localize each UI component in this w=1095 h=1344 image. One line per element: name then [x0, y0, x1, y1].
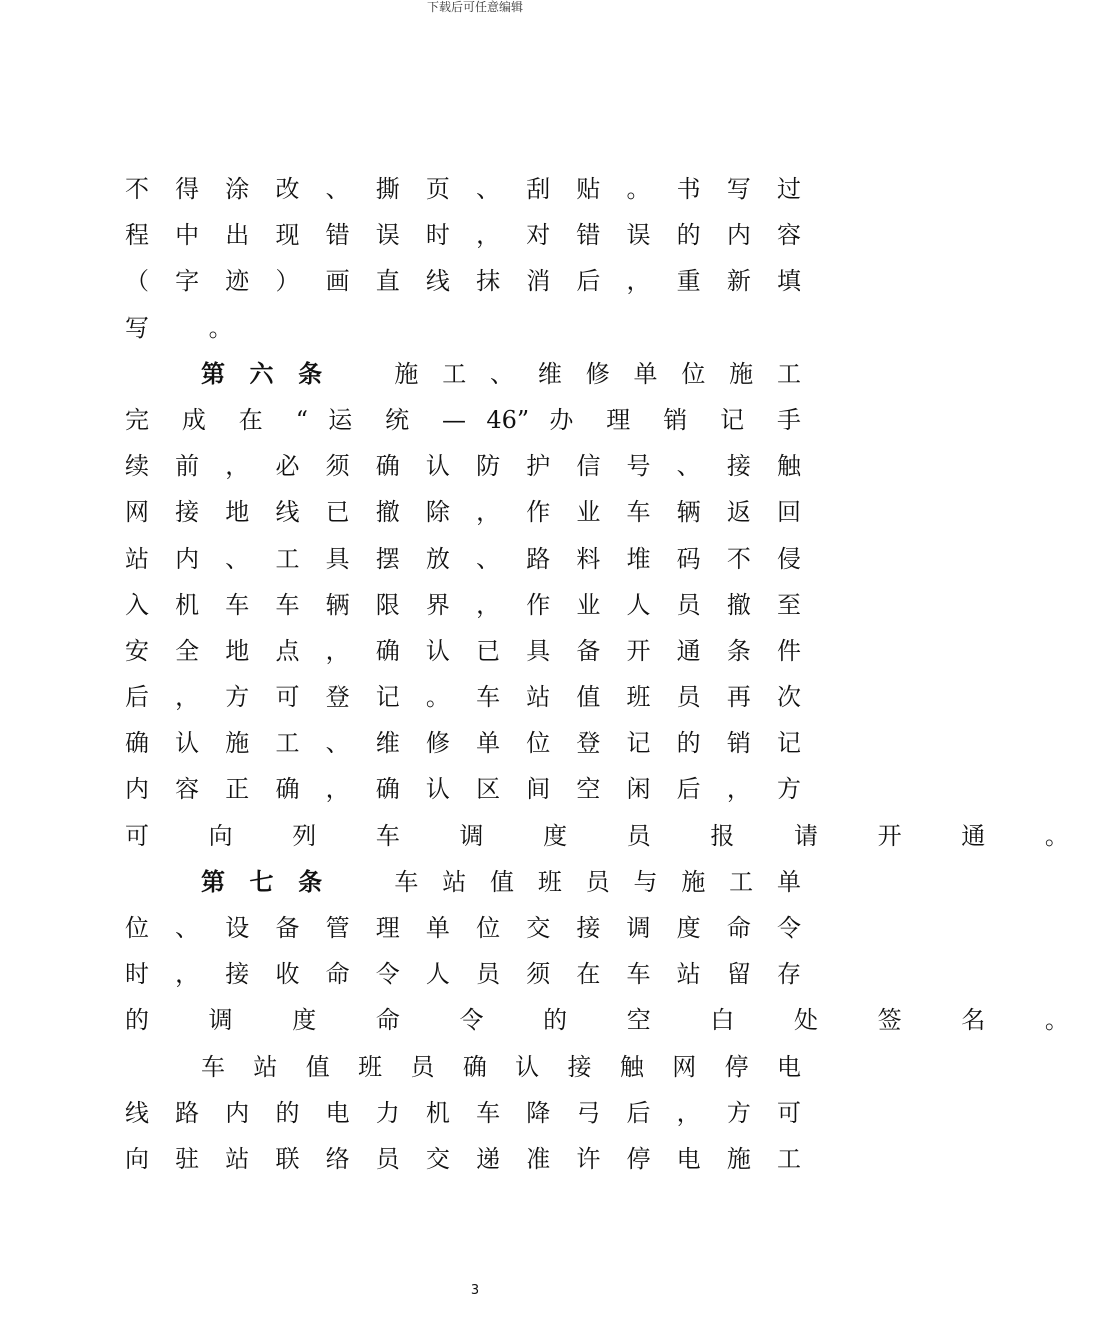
text-line: 不 得 涂 改 、 撕 页 、 刮 贴 。 书 写 过 — [125, 175, 801, 203]
text-line: 写 。 — [125, 313, 259, 342]
text-line: 续 前 ， 必 须 确 认 防 护 信 号 、 接 触 — [125, 452, 801, 481]
text-line: 程 中 出 现 错 误 时 ， 对 错 误 的 内 容 — [125, 221, 801, 250]
text-line: 站 内 、 工 具 摆 放 、 路 料 堆 码 不 侵 — [125, 544, 801, 573]
text-line: 入 机 车 车 辆 限 界 ， 作 业 人 员 撤 至 — [125, 590, 801, 619]
page-number: 3 — [470, 1283, 480, 1298]
text-line: 内 容 正 确 ， 确 认 区 间 空 闲 后 ， 方 — [125, 775, 801, 804]
article-heading: 第 六 条 — [201, 358, 331, 388]
page-header: 下载后可任意编辑 — [426, 0, 523, 14]
text-line: 完 成 在 “ 运 统 — 46” 办 理 销 记 手 — [125, 405, 801, 434]
article-six-first-line — [125, 351, 801, 397]
text-line: 的 调 度 命 令 的 空 白 处 签 名 。 — [125, 1006, 1095, 1035]
article-text: 施 工 、 维 修 单 位 施 工 — [394, 359, 802, 388]
text-line: 可 向 列 车 调 度 员 报 请 开 通 。 — [125, 821, 1095, 850]
article-seven-first-line — [125, 859, 801, 905]
text-line: 安 全 地 点 ， 确 认 已 具 备 开 通 条 件 — [125, 636, 801, 665]
paragraph-first-line — [125, 1044, 801, 1090]
document-body — [125, 166, 1095, 1182]
text-line: 向 驻 站 联 络 员 交 递 准 许 停 电 施 工 — [125, 1144, 801, 1173]
text-line: 后 ， 方 可 登 记 。 车 站 值 班 员 再 次 — [125, 683, 801, 712]
text-line: （ 字 迹 ） 画 直 线 抹 消 后 ， 重 新 填 — [125, 267, 801, 296]
paragraph-text: 车 站 值 班 员 确 认 接 触 网 停 电 — [201, 1052, 801, 1081]
text-line: 网 接 地 线 已 撤 除 ， 作 业 车 辆 返 回 — [125, 498, 801, 527]
article-text: 车 站 值 班 员 与 施 工 单 — [394, 867, 802, 896]
text-line: 位 、 设 备 管 理 单 位 交 接 调 度 命 令 — [125, 914, 801, 942]
text-line: 时 ， 接 收 命 令 人 员 须 在 车 站 留 存 — [125, 960, 801, 989]
text-line: 确 认 施 工 、 维 修 单 位 登 记 的 销 记 — [125, 729, 801, 758]
article-heading: 第 七 条 — [201, 866, 331, 896]
text-line: 线 路 内 的 电 力 机 车 降 弓 后 ， 方 可 — [125, 1098, 801, 1127]
